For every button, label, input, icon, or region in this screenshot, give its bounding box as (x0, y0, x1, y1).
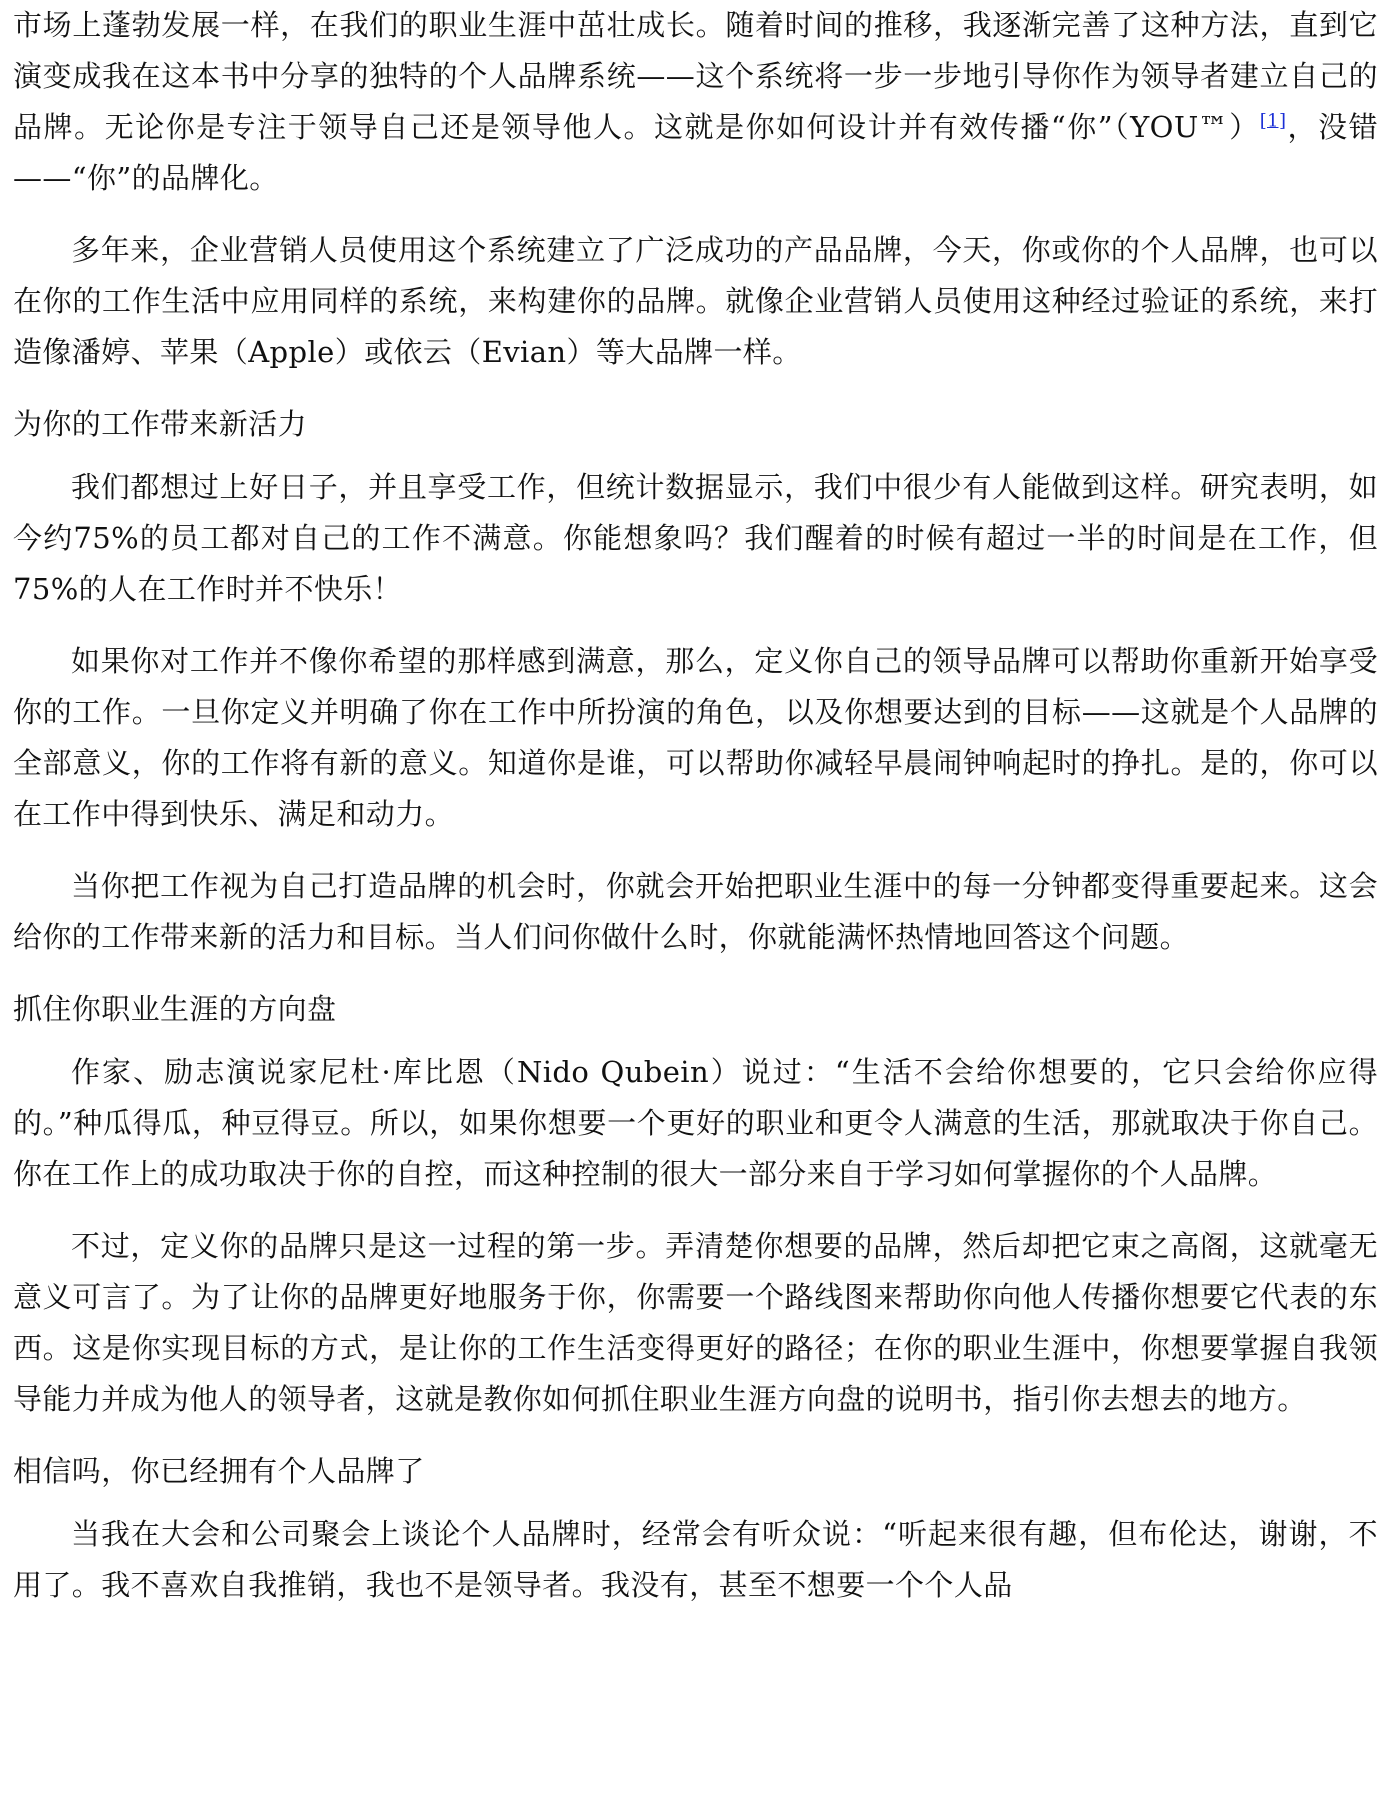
footnote-link[interactable]: [1] (1259, 110, 1287, 132)
section-heading-already-have-brand: 相信吗，你已经拥有个人品牌了 (13, 1454, 425, 1488)
paragraph-7: 不过，定义你的品牌只是这一过程的第一步。弄清楚你想要的品牌，然后却把它束之高阁，这就毫无意义可言了。为了让你的品牌更好地服务于你，你需要一个路线图来帮助你向他人传播你想要它代表的东西。这是你实现目标的方式，是让你的工作生活变得更好的路径；在你的职业生涯中，你想要掌握自我领导能力并成为他人的领导者，这就是教你如何抓住职业生涯方向盘的说明书，指引你去想去的地方。 (13, 1229, 1378, 1416)
paragraph-8: 当我在大会和公司聚会上谈论个人品牌时，经常会有听众说：“听起来很有趣，但布伦达，谢谢，不用了。我不喜欢自我推销，我也不是领导者。我没有，甚至不想要一个个人品 (13, 1517, 1378, 1602)
paragraph-5: 当你把工作视为自己打造品牌的机会时，你就会开始把职业生涯中的每一分钟都变得重要起来。这会给你的工作带来新的活力和目标。当人们问你做什么时，你就能满怀热情地回答这个问题。 (13, 869, 1378, 954)
paragraph-2: 多年来，企业营销人员使用这个系统建立了广泛成功的产品品牌，今天，你或你的个人品牌，也可以在你的工作生活中应用同样的系统，来构建你的品牌。就像企业营销人员使用这种经过验证的系统，来打造像潘婷、苹果（Apple）或依云（Evian）等大品牌一样。 (13, 233, 1378, 369)
paragraph-1-text-end: ，没错——“你”的品牌化。 (13, 110, 1378, 195)
paragraph-1-text: 市场上蓬勃发展一样，在我们的职业生涯中茁壮成长。随着时间的推移，我逐渐完善了这种方法，直到它演变成我在这本书中分享的独特的个人品牌系统——这个系统将一步一步地引导你作为领导者建立自己的品牌。无论你是专注于领导自己还是领导他人。这就是你如何设计并有效传播“你”（YOU™） (13, 8, 1378, 144)
section-heading-new-vitality: 为你的工作带来新活力 (13, 407, 308, 441)
paragraph-6: 作家、励志演说家尼杜·库比恩（Nido Qubein）说过：“生活不会给你想要的，它只会给你应得的。”种瓜得瓜，种豆得豆。所以，如果你想要一个更好的职业和更令人满意的生活，那就取决于你自己。你在工作上的成功取决于你的自控，而这种控制的很大一部分来自于学习如何掌握你的个人品牌。 (13, 1055, 1378, 1191)
document-page (13, 0, 1378, 1632)
paragraph-4: 如果你对工作并不像你希望的那样感到满意，那么，定义你自己的领导品牌可以帮助你重新开始享受你的工作。一旦你定义并明确了你在工作中所扮演的角色，以及你想要达到的目标——这就是个人品牌的全部意义，你的工作将有新的意义。知道你是谁，可以帮助你减轻早晨闹钟响起时的挣扎。是的，你可以在工作中得到快乐、满足和动力。 (13, 644, 1378, 831)
paragraph-3: 我们都想过上好日子，并且享受工作，但统计数据显示，我们中很少有人能做到这样。研究表明，如今约75%的员工都对自己的工作不满意。你能想象吗？我们醒着的时候有超过一半的时间是在工作，但75%的人在工作时并不快乐！ (13, 470, 1378, 606)
paragraph-1 (13, 0, 1378, 204)
section-heading-steering-wheel: 抓住你职业生涯的方向盘 (13, 992, 337, 1026)
